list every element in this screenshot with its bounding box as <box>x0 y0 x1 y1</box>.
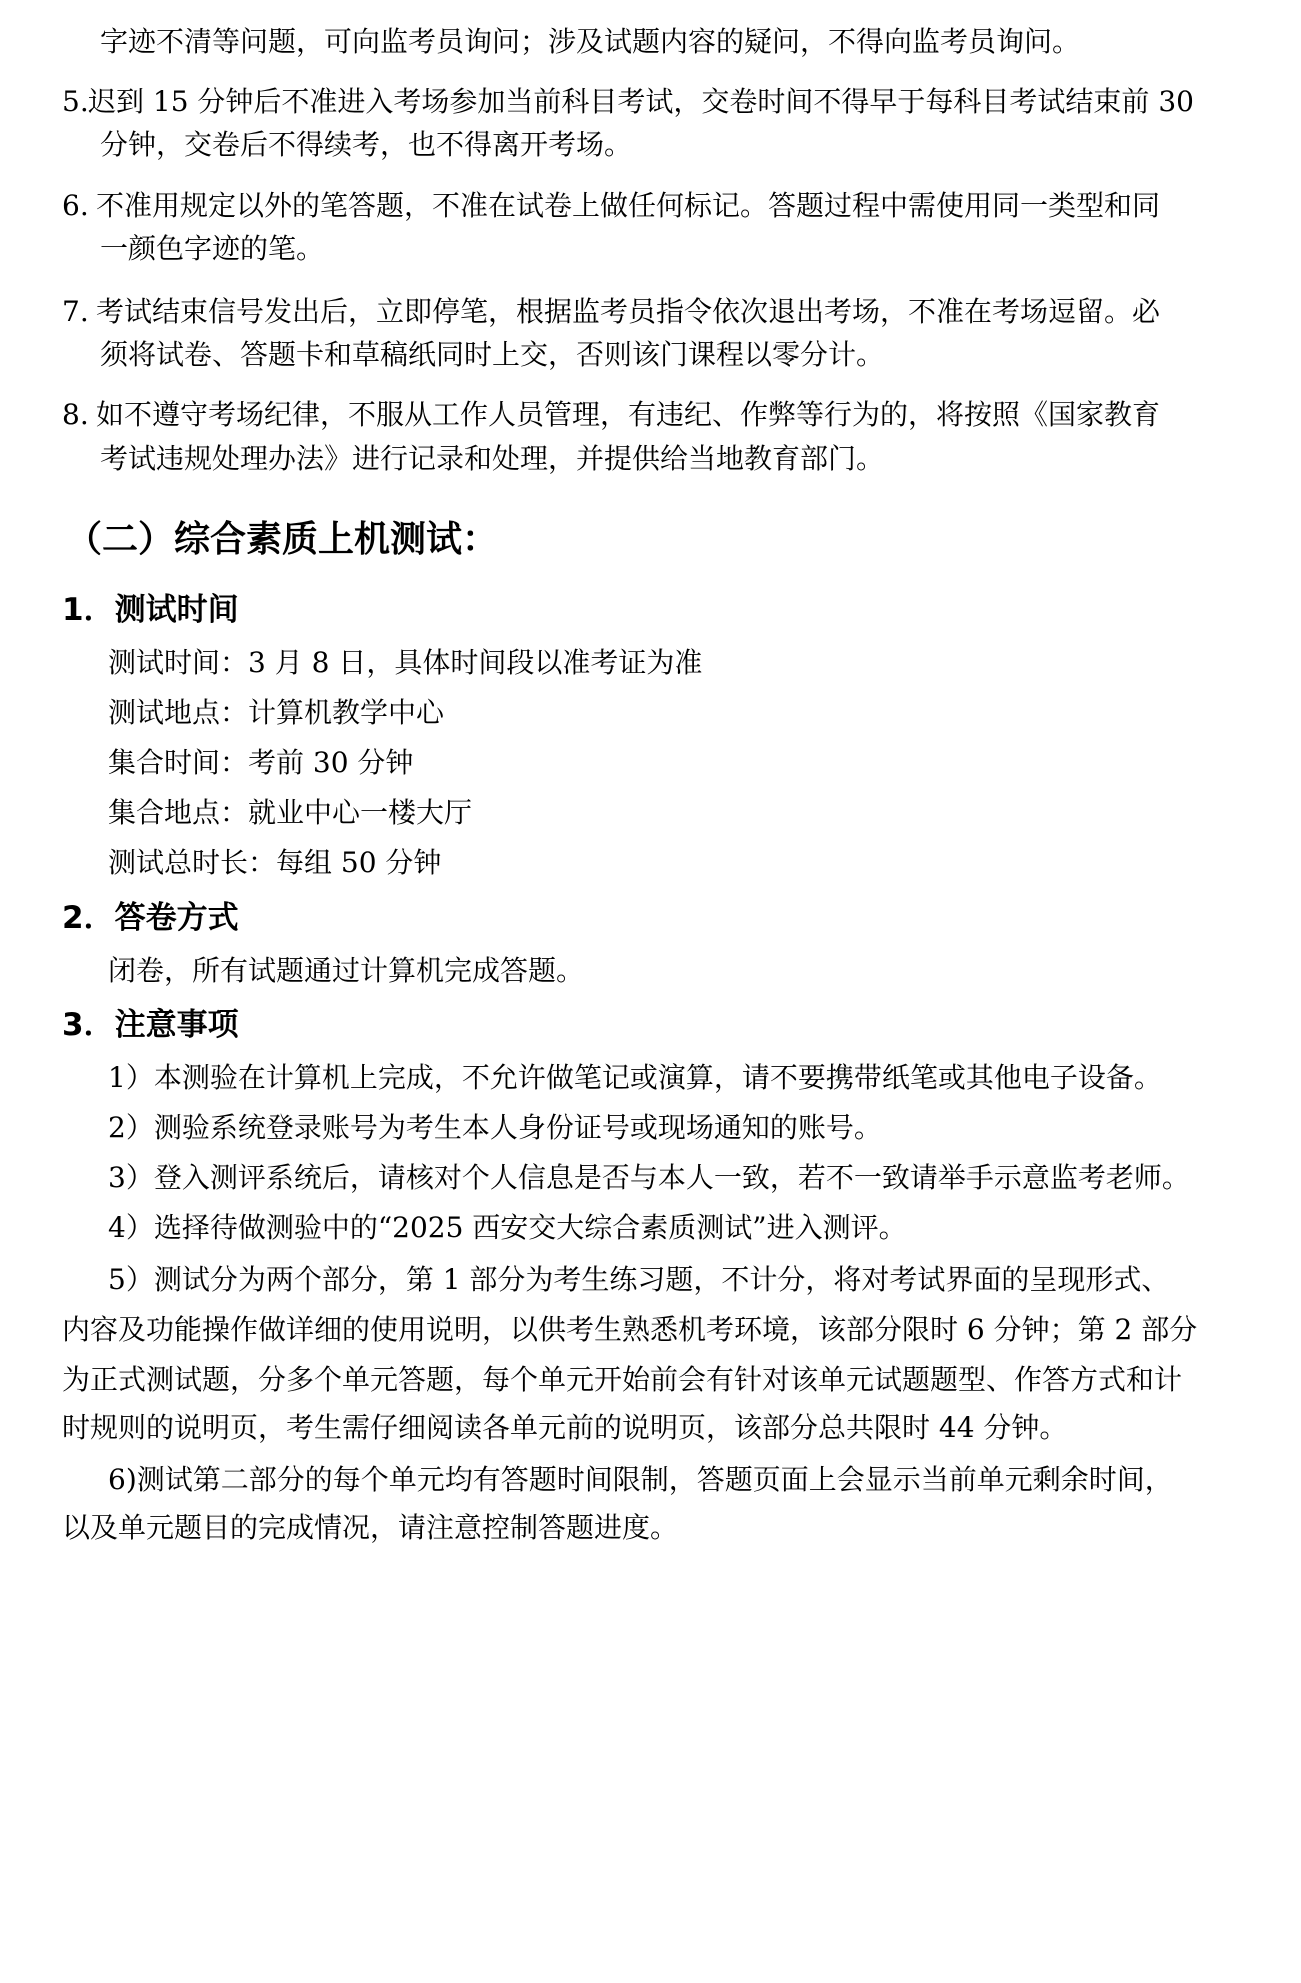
answer-mode-text: 闭卷，所有试题通过计算机完成答题。 <box>108 954 585 987</box>
note-5-line-4: 时规则的说明页，考生需仔细阅读各单元前的说明页，该部分总共限时 44 分钟。 <box>62 1411 1068 1444</box>
rule-8-line-2: 考试违规处理办法》进行记录和处理，并提供给当地教育部门。 <box>100 442 885 475</box>
rule-5-line-1: 迟到 15 分钟后不准进入考场参加当前科目考试，交卷时间不得早于每科目考试结束前 30 <box>88 85 1194 118</box>
test-place-line: 测试地点：计算机教学中心 <box>108 696 445 729</box>
heading-test-time: 1．测试时间 <box>62 592 239 628</box>
gather-place-line: 集合地点：就业中心一楼大厅 <box>108 796 473 829</box>
rule-7-line-1: 考试结束信号发出后，立即停笔，根据监考员指令依次退出考场，不准在考场逗留。必 <box>96 295 1161 328</box>
note-5-line-2: 内容及功能操作做详细的使用说明，以供考生熟悉机考环境，该部分限时 6 分钟；第 2 部分 <box>62 1313 1198 1346</box>
note-4: 4）选择待做测验中的“2025 西安交大综合素质测试”进入测评。 <box>108 1211 907 1244</box>
note-6-line-1: 6)测试第二部分的每个单元均有答题时间限制，答题页面上会显示当前单元剩余时间， <box>108 1463 1173 1496</box>
note-2: 2）测验系统登录账号为考生本人身份证号或现场通知的账号。 <box>108 1111 882 1144</box>
rule-5-number: 5. <box>62 85 89 118</box>
rule-8-number: 8. <box>62 398 89 431</box>
rule-7-number: 7. <box>62 295 89 328</box>
note-5-line-1: 5）测试分为两个部分，第 1 部分为考生练习题，不计分，将对考试界面的呈现形式、 <box>108 1263 1170 1296</box>
rule-8-line-1: 如不遵守考场纪律，不服从工作人员管理，有违纪、作弊等行为的，将按照《国家教育 <box>96 398 1161 431</box>
note-5-line-3: 为正式测试题，分多个单元答题，每个单元开始前会有针对该单元试题题型、作答方式和计 <box>62 1363 1183 1396</box>
heading-answer-mode: 2．答卷方式 <box>62 900 239 936</box>
test-duration-line: 测试总时长：每组 50 分钟 <box>108 846 442 879</box>
rule-4-continuation: 字迹不清等问题，可向监考员询问；涉及试题内容的疑问，不得向监考员询问。 <box>100 25 1081 58</box>
note-1: 1）本测验在计算机上完成，不允许做笔记或演算，请不要携带纸笔或其他电子设备。 <box>108 1061 1162 1094</box>
rule-6-line-1: 不准用规定以外的笔答题，不准在试卷上做任何标记。答题过程中需使用同一类型和同 <box>96 189 1161 222</box>
note-3: 3）登入测评系统后，请核对个人信息是否与本人一致，若不一致请举手示意监考老师。 <box>108 1161 1190 1194</box>
rule-5-line-2: 分钟，交卷后不得续考，也不得离开考场。 <box>100 128 633 161</box>
rule-6-number: 6. <box>62 189 89 222</box>
note-6-line-2: 以及单元题目的完成情况，请注意控制答题进度。 <box>62 1511 679 1544</box>
test-time-line: 测试时间：3 月 8 日，具体时间段以准考证为准 <box>108 646 703 679</box>
section-title: （二）综合素质上机测试： <box>66 519 499 560</box>
rule-7-line-2: 须将试卷、答题卡和草稿纸同时上交，否则该门课程以零分计。 <box>100 338 885 371</box>
rule-6-line-2: 一颜色字迹的笔。 <box>100 232 325 265</box>
gather-time-line: 集合时间：考前 30 分钟 <box>108 746 414 779</box>
heading-notes: 3．注意事项 <box>62 1007 239 1043</box>
